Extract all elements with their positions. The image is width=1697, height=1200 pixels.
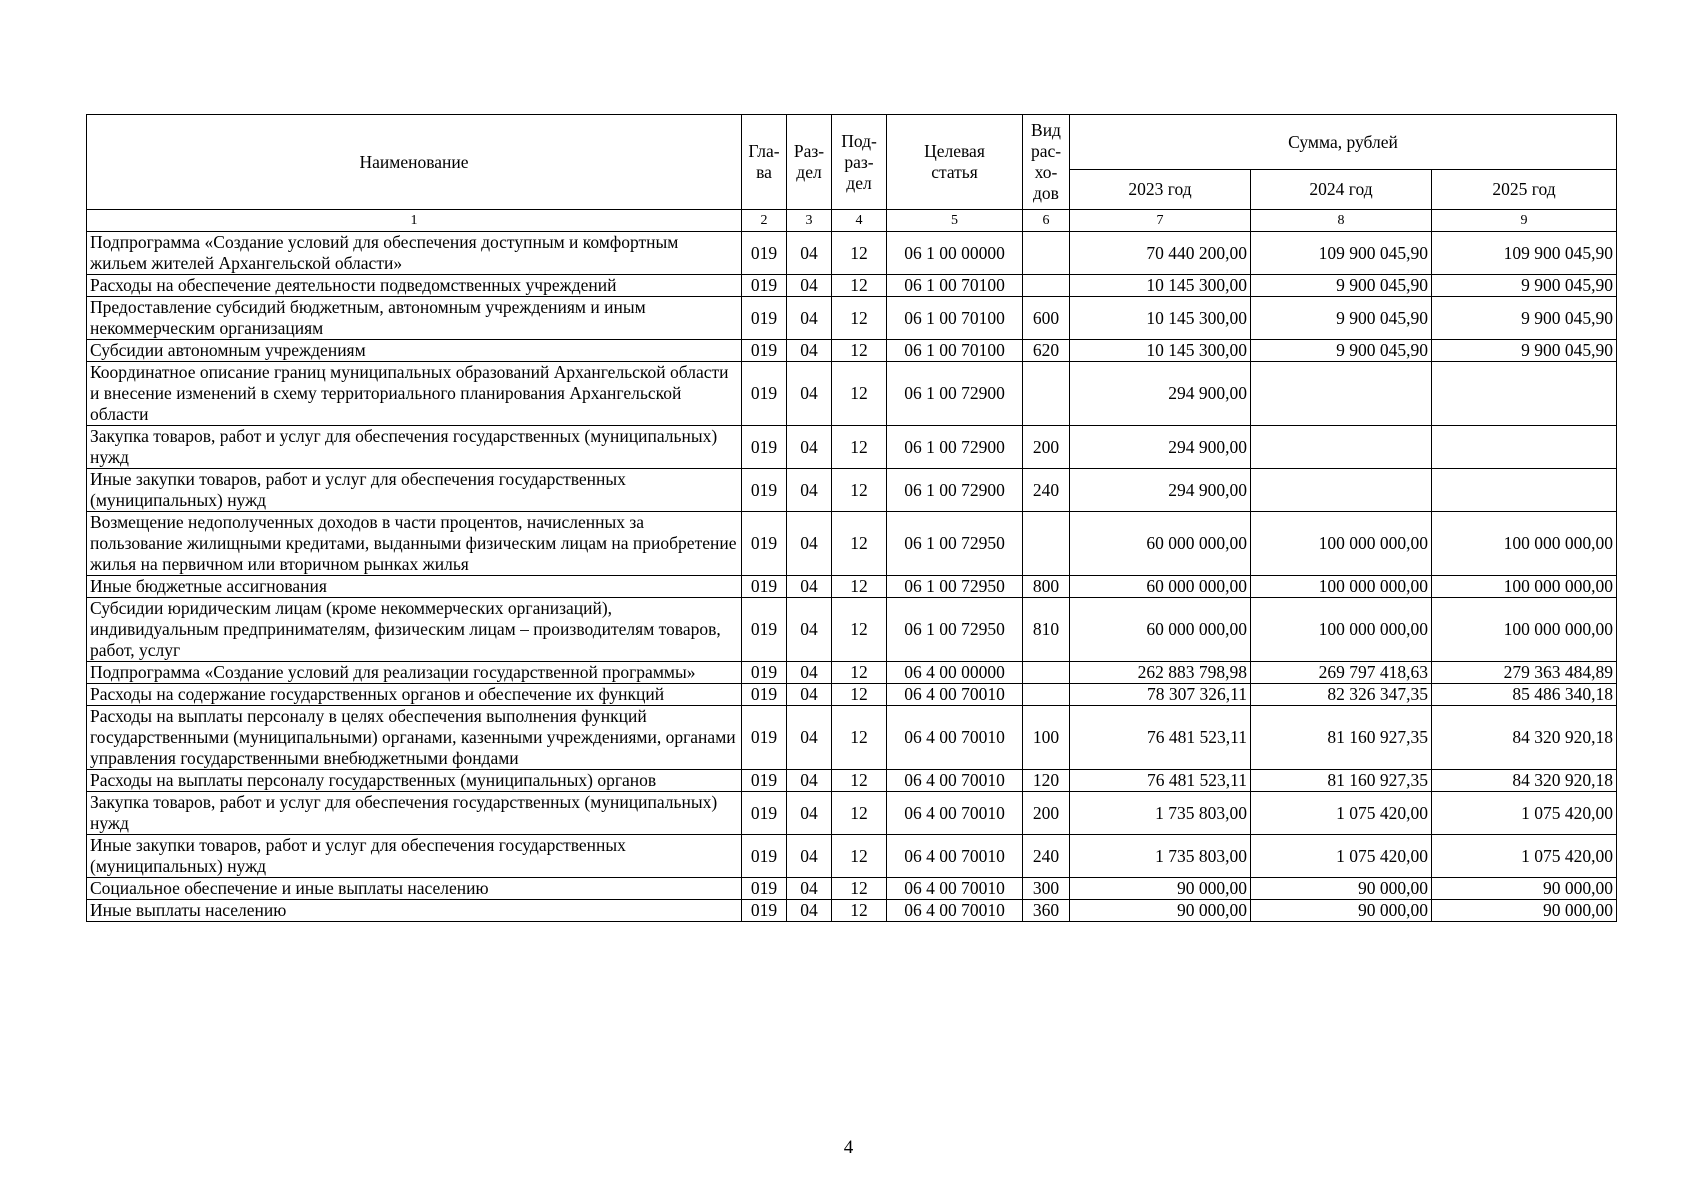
column-number: 3 [787,210,832,232]
cell-podrazdel: 12 [832,275,887,297]
table-row [87,512,1617,576]
page-number: 4 [843,1137,854,1158]
column-number: 5 [887,210,1023,232]
cell-razdel: 04 [787,232,832,275]
cell-sum-2025: 85 486 340,18 [1432,684,1617,706]
cell-sum-2024: 269 797 418,63 [1251,662,1432,684]
budget-table [86,114,1617,922]
column-number: 2 [742,210,787,232]
cell-name: Расходы на обеспечение деятельности подведомственных учреждений [87,275,742,297]
header-year-2025: 2025 год [1432,170,1617,210]
cell-razdel: 04 [787,340,832,362]
cell-vid [1023,232,1070,275]
cell-podrazdel: 12 [832,770,887,792]
header-year-2024: 2024 год [1251,170,1432,210]
table-row [87,662,1617,684]
cell-sum-2024 [1251,469,1432,512]
cell-vid: 240 [1023,469,1070,512]
column-number: 1 [87,210,742,232]
cell-statya: 06 1 00 70100 [887,340,1023,362]
cell-vid [1023,362,1070,426]
cell-statya: 06 4 00 70010 [887,835,1023,878]
cell-podrazdel: 12 [832,469,887,512]
cell-vid: 300 [1023,878,1070,900]
header-razdel: Раз- дел [787,115,832,210]
cell-sum-2024 [1251,362,1432,426]
table-row [87,835,1617,878]
cell-razdel: 04 [787,835,832,878]
column-number: 6 [1023,210,1070,232]
cell-glava: 019 [742,684,787,706]
cell-sum-2023: 60 000 000,00 [1070,598,1251,662]
cell-sum-2025 [1432,362,1617,426]
cell-sum-2025: 109 900 045,90 [1432,232,1617,275]
table-row [87,232,1617,275]
cell-vid: 240 [1023,835,1070,878]
cell-razdel: 04 [787,770,832,792]
cell-glava: 019 [742,576,787,598]
cell-statya: 06 1 00 72900 [887,362,1023,426]
cell-sum-2023: 78 307 326,11 [1070,684,1251,706]
cell-razdel: 04 [787,706,832,770]
cell-vid: 810 [1023,598,1070,662]
cell-sum-2023: 90 000,00 [1070,878,1251,900]
header-glava: Гла- ва [742,115,787,210]
column-number-row [87,210,1617,232]
cell-name: Субсидии юридическим лицам (кроме некоммерческих организаций), индивидуальным предпринимателям, физическим лицам – производителям товаров, работ, услуг [87,598,742,662]
cell-statya: 06 1 00 72900 [887,469,1023,512]
cell-sum-2024: 90 000,00 [1251,878,1432,900]
cell-sum-2025: 100 000 000,00 [1432,576,1617,598]
cell-statya: 06 1 00 00000 [887,232,1023,275]
cell-vid: 120 [1023,770,1070,792]
cell-sum-2025 [1432,469,1617,512]
cell-statya: 06 4 00 70010 [887,706,1023,770]
cell-sum-2023: 10 145 300,00 [1070,297,1251,340]
cell-glava: 019 [742,232,787,275]
cell-razdel: 04 [787,878,832,900]
cell-name: Координатное описание границ муниципальных образований Архангельской области и внесение изменений в схему территориального планирования Архангельской области [87,362,742,426]
cell-razdel: 04 [787,362,832,426]
cell-podrazdel: 12 [832,340,887,362]
cell-sum-2023: 294 900,00 [1070,362,1251,426]
cell-podrazdel: 12 [832,900,887,922]
header-podrazdel: Под- раз- дел [832,115,887,210]
cell-name: Предоставление субсидий бюджетным, автономным учреждениям и иным некоммерческим организациям [87,297,742,340]
cell-vid [1023,512,1070,576]
cell-sum-2025: 9 900 045,90 [1432,340,1617,362]
cell-podrazdel: 12 [832,684,887,706]
cell-sum-2024: 100 000 000,00 [1251,512,1432,576]
cell-vid: 200 [1023,792,1070,835]
cell-name: Возмещение недополученных доходов в части процентов, начисленных за пользование жилищными кредитами, выданными физическим лицам на приобретение жилья на первичном или вторичном рынках жилья [87,512,742,576]
table-row [87,598,1617,662]
cell-podrazdel: 12 [832,662,887,684]
cell-glava: 019 [742,662,787,684]
cell-glava: 019 [742,275,787,297]
table-row [87,684,1617,706]
cell-sum-2023: 294 900,00 [1070,426,1251,469]
table-row [87,792,1617,835]
cell-sum-2025: 100 000 000,00 [1432,512,1617,576]
cell-name: Подпрограмма «Создание условий для реализации государственной программы» [87,662,742,684]
cell-sum-2025: 84 320 920,18 [1432,706,1617,770]
cell-glava: 019 [742,878,787,900]
cell-name: Подпрограмма «Создание условий для обеспечения доступным и комфортным жильем жителей Архангельской области» [87,232,742,275]
cell-sum-2023: 262 883 798,98 [1070,662,1251,684]
cell-podrazdel: 12 [832,835,887,878]
cell-sum-2024: 109 900 045,90 [1251,232,1432,275]
cell-razdel: 04 [787,792,832,835]
cell-razdel: 04 [787,662,832,684]
cell-name: Иные закупки товаров, работ и услуг для обеспечения государственных (муниципальных) нужд [87,469,742,512]
cell-name: Субсидии автономным учреждениям [87,340,742,362]
cell-sum-2023: 10 145 300,00 [1070,340,1251,362]
cell-name: Расходы на выплаты персоналу государственных (муниципальных) органов [87,770,742,792]
cell-sum-2023: 294 900,00 [1070,469,1251,512]
cell-razdel: 04 [787,684,832,706]
cell-statya: 06 4 00 70010 [887,770,1023,792]
cell-sum-2025: 1 075 420,00 [1432,835,1617,878]
cell-sum-2024 [1251,426,1432,469]
cell-podrazdel: 12 [832,792,887,835]
table-row [87,362,1617,426]
cell-razdel: 04 [787,297,832,340]
cell-vid: 200 [1023,426,1070,469]
cell-razdel: 04 [787,512,832,576]
cell-sum-2024: 100 000 000,00 [1251,576,1432,598]
cell-sum-2023: 60 000 000,00 [1070,576,1251,598]
cell-sum-2023: 1 735 803,00 [1070,792,1251,835]
cell-razdel: 04 [787,900,832,922]
table-row [87,576,1617,598]
header-name: Наименование [87,115,742,210]
cell-sum-2025: 1 075 420,00 [1432,792,1617,835]
cell-statya: 06 4 00 70010 [887,878,1023,900]
cell-name: Социальное обеспечение и иные выплаты населению [87,878,742,900]
cell-statya: 06 4 00 00000 [887,662,1023,684]
header-vid: Вид рас- хо- дов [1023,115,1070,210]
table-body [87,232,1617,922]
header-statya: Целевая статья [887,115,1023,210]
cell-vid: 800 [1023,576,1070,598]
cell-sum-2023: 70 440 200,00 [1070,232,1251,275]
cell-sum-2024: 81 160 927,35 [1251,706,1432,770]
cell-sum-2023: 76 481 523,11 [1070,770,1251,792]
cell-glava: 019 [742,469,787,512]
cell-podrazdel: 12 [832,598,887,662]
cell-glava: 019 [742,835,787,878]
cell-podrazdel: 12 [832,512,887,576]
cell-podrazdel: 12 [832,297,887,340]
cell-statya: 06 1 00 72950 [887,598,1023,662]
cell-razdel: 04 [787,576,832,598]
cell-glava: 019 [742,362,787,426]
cell-sum-2023: 76 481 523,11 [1070,706,1251,770]
cell-razdel: 04 [787,275,832,297]
cell-statya: 06 1 00 72900 [887,426,1023,469]
column-number: 8 [1251,210,1432,232]
cell-glava: 019 [742,900,787,922]
table-row [87,706,1617,770]
table-row [87,878,1617,900]
cell-sum-2024: 100 000 000,00 [1251,598,1432,662]
cell-podrazdel: 12 [832,706,887,770]
cell-name: Иные выплаты населению [87,900,742,922]
table-row [87,770,1617,792]
cell-statya: 06 1 00 72950 [887,576,1023,598]
cell-vid: 600 [1023,297,1070,340]
cell-glava: 019 [742,340,787,362]
cell-sum-2024: 1 075 420,00 [1251,835,1432,878]
cell-name: Иные закупки товаров, работ и услуг для обеспечения государственных (муниципальных) нужд [87,835,742,878]
cell-vid: 620 [1023,340,1070,362]
cell-statya: 06 4 00 70010 [887,900,1023,922]
cell-statya: 06 4 00 70010 [887,684,1023,706]
cell-podrazdel: 12 [832,362,887,426]
cell-name: Закупка товаров, работ и услуг для обеспечения государственных (муниципальных) нужд [87,426,742,469]
cell-sum-2025: 84 320 920,18 [1432,770,1617,792]
column-number: 7 [1070,210,1251,232]
cell-razdel: 04 [787,469,832,512]
column-number: 9 [1432,210,1617,232]
cell-sum-2025: 279 363 484,89 [1432,662,1617,684]
cell-glava: 019 [742,770,787,792]
cell-statya: 06 1 00 70100 [887,297,1023,340]
cell-name: Закупка товаров, работ и услуг для обеспечения государственных (муниципальных) нужд [87,792,742,835]
cell-sum-2025: 100 000 000,00 [1432,598,1617,662]
cell-glava: 019 [742,792,787,835]
table-row [87,340,1617,362]
cell-name: Расходы на выплаты персоналу в целях обеспечения выполнения функций государственными (муниципальными) органами, казенными учреждениями, органами управления государственными внебюджетными фондами [87,706,742,770]
cell-sum-2024: 9 900 045,90 [1251,297,1432,340]
cell-sum-2025: 90 000,00 [1432,900,1617,922]
cell-vid [1023,275,1070,297]
cell-sum-2023: 10 145 300,00 [1070,275,1251,297]
cell-sum-2024: 90 000,00 [1251,900,1432,922]
table-row [87,275,1617,297]
cell-glava: 019 [742,598,787,662]
cell-name: Иные бюджетные ассигнования [87,576,742,598]
cell-podrazdel: 12 [832,232,887,275]
cell-sum-2024: 1 075 420,00 [1251,792,1432,835]
table-row [87,297,1617,340]
table-row [87,469,1617,512]
cell-sum-2025: 90 000,00 [1432,878,1617,900]
table-row [87,426,1617,469]
cell-glava: 019 [742,512,787,576]
cell-sum-2025 [1432,426,1617,469]
cell-sum-2025: 9 900 045,90 [1432,275,1617,297]
header-year-2023: 2023 год [1070,170,1251,210]
cell-glava: 019 [742,706,787,770]
cell-statya: 06 1 00 72950 [887,512,1023,576]
cell-glava: 019 [742,426,787,469]
cell-vid: 100 [1023,706,1070,770]
column-number: 4 [832,210,887,232]
cell-sum-2024: 81 160 927,35 [1251,770,1432,792]
table-header [87,115,1617,232]
cell-vid [1023,684,1070,706]
cell-razdel: 04 [787,426,832,469]
cell-statya: 06 1 00 70100 [887,275,1023,297]
cell-vid: 360 [1023,900,1070,922]
cell-sum-2024: 9 900 045,90 [1251,340,1432,362]
cell-sum-2023: 60 000 000,00 [1070,512,1251,576]
cell-statya: 06 4 00 70010 [887,792,1023,835]
cell-glava: 019 [742,297,787,340]
cell-sum-2024: 9 900 045,90 [1251,275,1432,297]
header-summa: Сумма, рублей [1070,115,1617,170]
cell-sum-2025: 9 900 045,90 [1432,297,1617,340]
cell-podrazdel: 12 [832,576,887,598]
cell-razdel: 04 [787,598,832,662]
cell-sum-2023: 1 735 803,00 [1070,835,1251,878]
cell-vid [1023,662,1070,684]
table-row [87,900,1617,922]
cell-podrazdel: 12 [832,878,887,900]
cell-sum-2024: 82 326 347,35 [1251,684,1432,706]
cell-name: Расходы на содержание государственных органов и обеспечение их функций [87,684,742,706]
cell-podrazdel: 12 [832,426,887,469]
cell-sum-2023: 90 000,00 [1070,900,1251,922]
